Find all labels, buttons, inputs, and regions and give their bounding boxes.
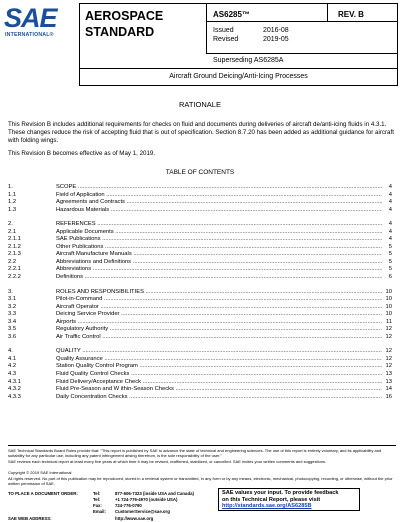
toc-section-number: 4.3 (8, 371, 17, 378)
toc-section-title: SAE Publications ..... (56, 236, 382, 244)
document-number: AS6285™ (213, 10, 250, 19)
toc-row[interactable] (8, 356, 392, 364)
toc-row[interactable] (8, 363, 392, 371)
toc-section-title: Abbreviations and Definitions ..... (56, 259, 382, 267)
toc-section-number: 3. (8, 288, 13, 295)
web-address-link[interactable]: http://www.sae.org (115, 516, 154, 521)
toc-row[interactable] (8, 326, 392, 334)
toc-row[interactable] (8, 319, 392, 327)
issued-date: 2016-08 (263, 27, 289, 34)
toc-row[interactable] (8, 199, 392, 207)
revision-divider (327, 3, 328, 21)
toc-section-title: Quality Assurance ..... (56, 356, 382, 364)
toc-section-number: 2.1 (8, 228, 17, 235)
toc-page-number: 12 (385, 348, 392, 355)
toc-section-title: Applicable Documents ..... (56, 229, 382, 237)
logo-text: SAE (4, 3, 57, 33)
toc-row[interactable] (8, 266, 392, 274)
toc-page-number: 4 (388, 199, 392, 206)
toc-section-number: 4. (8, 348, 13, 355)
fax-value: 724-776-0790 (115, 503, 142, 508)
toc-section-title: Deicing Service Provider ..... (56, 311, 382, 319)
toc-section-number: 1.1 (8, 191, 17, 198)
toc-page-number: 11 (385, 318, 392, 325)
toc-section-number: 4.2 (8, 363, 17, 370)
toc-section-number: 3.3 (8, 311, 17, 318)
toc-section-number: 4.3.2 (8, 386, 21, 393)
toc-section-title: Aircraft Manufacture Manuals ..... (56, 251, 382, 259)
toc-row[interactable] (8, 289, 392, 297)
feedback-line-1: SAE values your input. To provide feedback (222, 490, 339, 496)
toc-section-title: Other Publications ..... (56, 244, 382, 252)
toc-row[interactable] (8, 311, 392, 319)
toc-section-number: 4.1 (8, 355, 17, 362)
toc-page-number: 10 (385, 288, 392, 295)
superseding-note: Superseding AS6285A (213, 57, 284, 64)
feedback-box (218, 488, 360, 511)
toc-row[interactable] (8, 334, 392, 342)
toc-page-number: 12 (385, 355, 392, 362)
toc-section-title: Fluid Pre-Season and W ithin-Season Checks ..... (56, 386, 382, 394)
email-value[interactable]: CustomerService@sae.org (115, 509, 170, 514)
toc-row[interactable] (8, 207, 392, 215)
toc-section-number: 3.1 (8, 296, 17, 303)
toc-heading: TABLE OF CONTENTS (165, 169, 235, 176)
toc-section-number: 2.1.3 (8, 251, 21, 258)
toc-section-title: Station Quality Control Program ..... (56, 363, 382, 371)
toc-section-number: 2.2.1 (8, 266, 21, 273)
toc-section-title: Airports ..... (56, 319, 382, 327)
tel2-tag: Tel: (93, 497, 101, 502)
revised-date: 2019-05 (263, 36, 289, 43)
order-label: TO PLACE A DOCUMENT ORDER: (8, 491, 78, 496)
toc-row[interactable] (8, 386, 392, 394)
fax-tag: Fax: (93, 503, 102, 508)
revised-label: Revised (213, 36, 239, 43)
toc-row[interactable] (8, 274, 392, 282)
issued-label: Issued (213, 27, 234, 34)
toc-page-number: 16 (385, 393, 392, 400)
toc-section-title: Air Traffic Control ..... (56, 334, 382, 342)
toc-page-number: 12 (385, 326, 392, 333)
header-right-rule (397, 3, 398, 69)
tel2-value: +1 724-776-4970 (outside USA) (115, 497, 178, 502)
toc-row[interactable] (8, 371, 392, 379)
rationale-body: This Revision B includes additional requirements for checks on fluid and documents during deliveries of aircraft de/anti-icing fluids in 4.3.1. These changes reduce the risk of accepting fluid that is out of specification. Section 8.7.20 has been added as additional guidance for aircraft with folding wings. (8, 121, 394, 145)
toc-page-number: 12 (385, 363, 392, 370)
toc-section-number: 2.2 (8, 258, 17, 265)
toc-page-number: 10 (385, 311, 392, 318)
revision-label: REV. B (338, 10, 364, 19)
footer-rights: All rights reserved. No part of this publication may be reproduced, stored in a retrieval system or transmitted, in any form or by any means, electronic, mechanical, photocopying, recording, or otherwise, without the prior written permission of SAE. (8, 476, 393, 486)
toc-page-number: 14 (385, 386, 392, 393)
toc-section-title: Hazardous Materials ..... (56, 207, 382, 215)
toc-section-number: 2.1.1 (8, 236, 21, 243)
toc-section-number: 1.2 (8, 199, 17, 206)
toc-section-title: QUALITY ..... (56, 348, 382, 356)
toc-section-number: 3.2 (8, 303, 17, 310)
footer-rule (8, 445, 396, 446)
subject-row (79, 69, 398, 86)
toc-row[interactable] (8, 192, 392, 200)
tel-tag: Tel: (93, 491, 101, 496)
toc-page-number: 5 (388, 266, 392, 273)
toc-section-title: Pilot-in-Command ..... (56, 296, 382, 304)
footer-review: SAE reviews each technical report at least every five years at which time it may be revised, reaffirmed, stabilized, or cancelled. SAE invites your written comments and suggestions. (8, 459, 327, 464)
toc-section-title: Daily Concentration Checks ..... (56, 394, 382, 402)
toc-row[interactable] (8, 236, 392, 244)
toc-section-title: Field of Application ..... (56, 192, 382, 200)
toc-page-number: 10 (385, 296, 392, 303)
toc-section-title: Fluid Quality Control Checks ..... (56, 371, 382, 379)
feedback-link[interactable]: http://standards.sae.org/AS6285B (222, 503, 312, 510)
rationale-heading: RATIONALE (179, 100, 221, 109)
tel-value: 877-606-7323 (inside USA and Canada) (115, 491, 194, 496)
toc-page-number: 4 (388, 236, 392, 243)
email-tag: Email: (93, 509, 106, 514)
toc-page-number: 13 (385, 378, 392, 385)
footer-policy: SAE Technical Standards Board Rules provide that: "This report is published by SAE to advance the state of technical and engineering sciences. The use of this report is entirely voluntary, and its applicability and suitability for any particular use, including any patent infringement arising therefrom, is the sole responsibility of the user." (8, 448, 382, 458)
table-of-contents (8, 184, 392, 401)
toc-row[interactable] (8, 394, 392, 402)
feedback-line-2: on this Technical Report, please visit (222, 496, 321, 503)
toc-page-number: 4 (388, 221, 392, 228)
toc-section-number: 4.3.1 (8, 378, 21, 385)
title-line-1: AEROSPACE (85, 9, 164, 23)
toc-section-number: 4.3.3 (8, 393, 21, 400)
toc-section-title: Fluid Delivery/Acceptance Check ..... (56, 379, 382, 387)
header-mid-rule (206, 3, 207, 53)
toc-section-title: Agreements and Contracts ..... (56, 199, 382, 207)
toc-page-number: 4 (388, 184, 392, 190)
toc-page-number: 5 (388, 243, 392, 250)
toc-row[interactable] (8, 184, 392, 192)
toc-section-number: 1. (8, 184, 13, 190)
toc-row[interactable] (8, 379, 392, 387)
toc-section-number: 3.6 (8, 333, 17, 340)
toc-section-title: Definitions ..... (56, 274, 382, 282)
header-left-rule (79, 3, 80, 69)
toc-section-title: Aircraft Operator ..... (56, 304, 382, 312)
toc-row[interactable] (8, 296, 392, 304)
header-rule-1 (206, 21, 398, 22)
toc-row[interactable] (8, 244, 392, 252)
toc-section-number: 2.2.2 (8, 274, 21, 281)
toc-row[interactable] (8, 304, 392, 312)
toc-row[interactable] (8, 348, 392, 356)
toc-section-number: 2.1.2 (8, 243, 21, 250)
toc-section-title: ROLES AND RESPONSIBILITIES ..... (56, 289, 382, 297)
header-top-rule (79, 3, 398, 4)
toc-page-number: 4 (388, 191, 392, 198)
document-subject: Aircraft Ground Deicing/Anti-Icing Processes (169, 73, 308, 80)
toc-section-title: Regulatory Authority ..... (56, 326, 382, 334)
document-type-title (85, 8, 163, 40)
logo-subtext: INTERNATIONAL® (5, 32, 54, 38)
toc-section-title: SCOPE ..... (56, 184, 382, 192)
toc-page-number: 5 (388, 251, 392, 258)
toc-page-number: 4 (388, 206, 392, 213)
toc-row[interactable] (8, 229, 392, 237)
toc-section-title: Abbreviations ..... (56, 266, 382, 274)
sae-logo (4, 3, 68, 39)
toc-row[interactable] (8, 221, 392, 229)
toc-page-number: 5 (388, 258, 392, 265)
toc-section-number: 2. (8, 221, 13, 228)
toc-section-title: REFERENCES ..... (56, 221, 382, 229)
footer-copyright: Copyright © 2019 SAE International (8, 470, 72, 475)
toc-section-number: 1.3 (8, 206, 17, 213)
toc-page-number: 10 (385, 303, 392, 310)
web-label: SAE WEB ADDRESS: (8, 516, 52, 521)
toc-page-number: 4 (388, 228, 392, 235)
toc-row[interactable] (8, 259, 392, 267)
header-rule-2 (206, 53, 398, 54)
title-line-2: STANDARD (85, 25, 155, 39)
toc-section-number: 3.4 (8, 318, 17, 325)
toc-page-number: 12 (385, 333, 392, 340)
toc-section-number: 3.5 (8, 326, 17, 333)
toc-page-number: 6 (388, 274, 392, 281)
rationale-effective: This Revision B becomes effective as of May 1, 2019. (8, 150, 156, 157)
toc-page-number: 13 (385, 371, 392, 378)
toc-row[interactable] (8, 251, 392, 259)
